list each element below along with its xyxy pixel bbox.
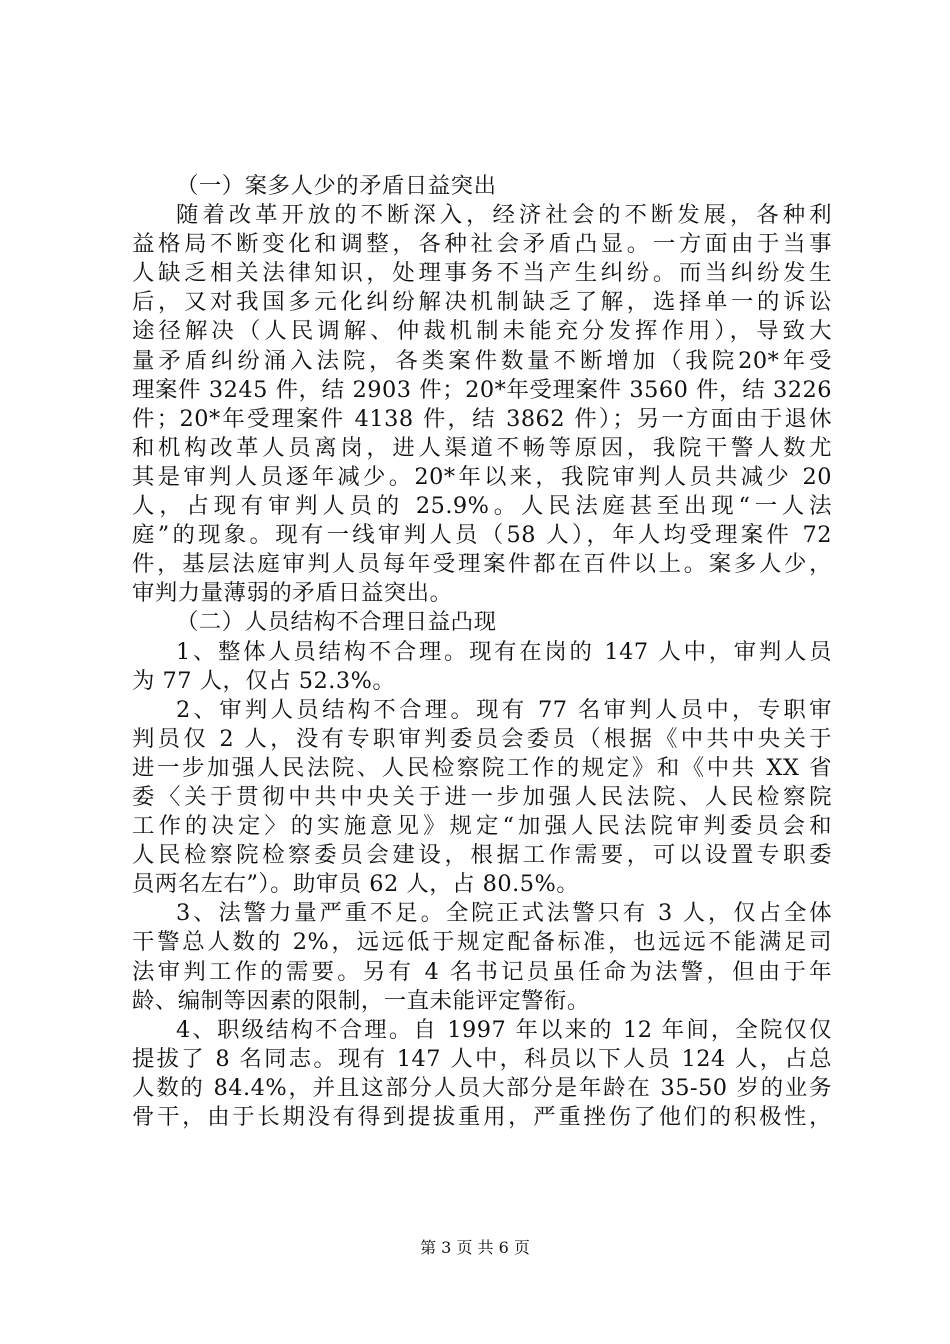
- text-line: 员两名左右”）。助审员 62 人，占 80.5%。: [132, 871, 580, 898]
- text-line: 途径解决（人民调解、仲裁机制未能充分发挥作用），导致大: [132, 318, 832, 345]
- text-line: 审判力量薄弱的矛盾日益突出。: [132, 580, 453, 607]
- text-line: 工作的决定〉的实施意见》规定“加强人民法院审判委员会和: [132, 813, 832, 840]
- text-line: 1、整体人员结构不合理。现有在岗的 147 人中，审判人员: [176, 638, 832, 665]
- text-line: 件，基层法庭审判人员每年受理案件都在百件以上。案多人少，: [132, 551, 832, 578]
- text-line: 进一步加强人民法院、人民检察院工作的规定》和《中共 XX 省: [132, 754, 832, 781]
- section-heading: （一）案多人少的矛盾日益突出: [176, 173, 497, 199]
- text-line: 骨干，由于长期没有得到提拔重用，严重挫伤了他们的积极性，: [132, 1104, 832, 1130]
- text-line: 法审判工作的需要。另有 4 名书记员虽任命为法警，但由于年: [132, 958, 832, 985]
- text-line: 庭”的现象。现有一线审判人员（58 人），年人均受理案件 72: [132, 522, 832, 549]
- text-line: 判员仅 2 人，没有专职审判委员会委员（根据《中共中央关于: [132, 725, 832, 752]
- text-line: 为 77 人，仅占 52.3%。: [132, 667, 396, 694]
- text-line: 随着改革开放的不断深入，经济社会的不断发展，各种利: [176, 202, 832, 229]
- text-line: 龄、编制等因素的限制，一直未能评定警衔。: [132, 987, 590, 1014]
- text-line: 和机构改革人员离岗，进人渠道不畅等原因，我院干警人数尤: [132, 434, 832, 461]
- text-line: 3、法警力量严重不足。全院正式法警只有 3 人，仅占全体: [176, 900, 832, 927]
- text-line: 人缺乏相关法律知识，处理事务不当产生纠纷。而当纠纷发生: [132, 260, 832, 287]
- text-line: 2、审判人员结构不合理。现有 77 名审判人员中，专职审: [176, 696, 832, 723]
- text-line: 后，又对我国多元化纠纷解决机制缺乏了解，选择单一的诉讼: [132, 289, 832, 316]
- text-line: 提拔了 8 名同志。现有 147 人中，科员以下人员 124 人，占总: [132, 1045, 832, 1072]
- section-heading: （二）人员结构不合理日益凸现: [176, 609, 497, 636]
- text-line: 4、职级结构不合理。自 1997 年以来的 12 年间，全院仅仅: [176, 1016, 832, 1043]
- text-line: 其是审判人员逐年减少。20*年以来，我院审判人员共减少 20: [132, 463, 832, 490]
- text-line: 干警总人数的 2%，远远低于规定配备标准，也远远不能满足司: [132, 929, 832, 956]
- text-line: 件；20*年受理案件 4138 件，结 3862 件）；另一方面由于退休: [132, 405, 832, 432]
- text-line: 委〈关于贯彻中共中央关于进一步加强人民法院、人民检察院: [132, 783, 832, 810]
- page-footer: 第 3 页 共 6 页: [420, 1238, 530, 1257]
- text-line: 益格局不断变化和调整，各种社会矛盾凸显。一方面由于当事: [132, 231, 832, 258]
- text-line: 量矛盾纠纷涌入法院，各类案件数量不断增加（我院20*年受: [132, 347, 832, 374]
- text-line: 人民检察院检察委员会建设，根据工作需要，可以设置专职委: [132, 842, 832, 869]
- text-line: 人数的 84.4%，并且这部分人员大部分是年龄在 35-50 岁的业务: [132, 1074, 832, 1101]
- text-line: 理案件 3245 件，结 2903 件；20*年受理案件 3560 件，结 3226: [132, 376, 832, 403]
- document-body: [132, 172, 832, 1132]
- text-line: 人，占现有审判人员的 25.9%。人民法庭甚至出现“一人法: [132, 493, 832, 520]
